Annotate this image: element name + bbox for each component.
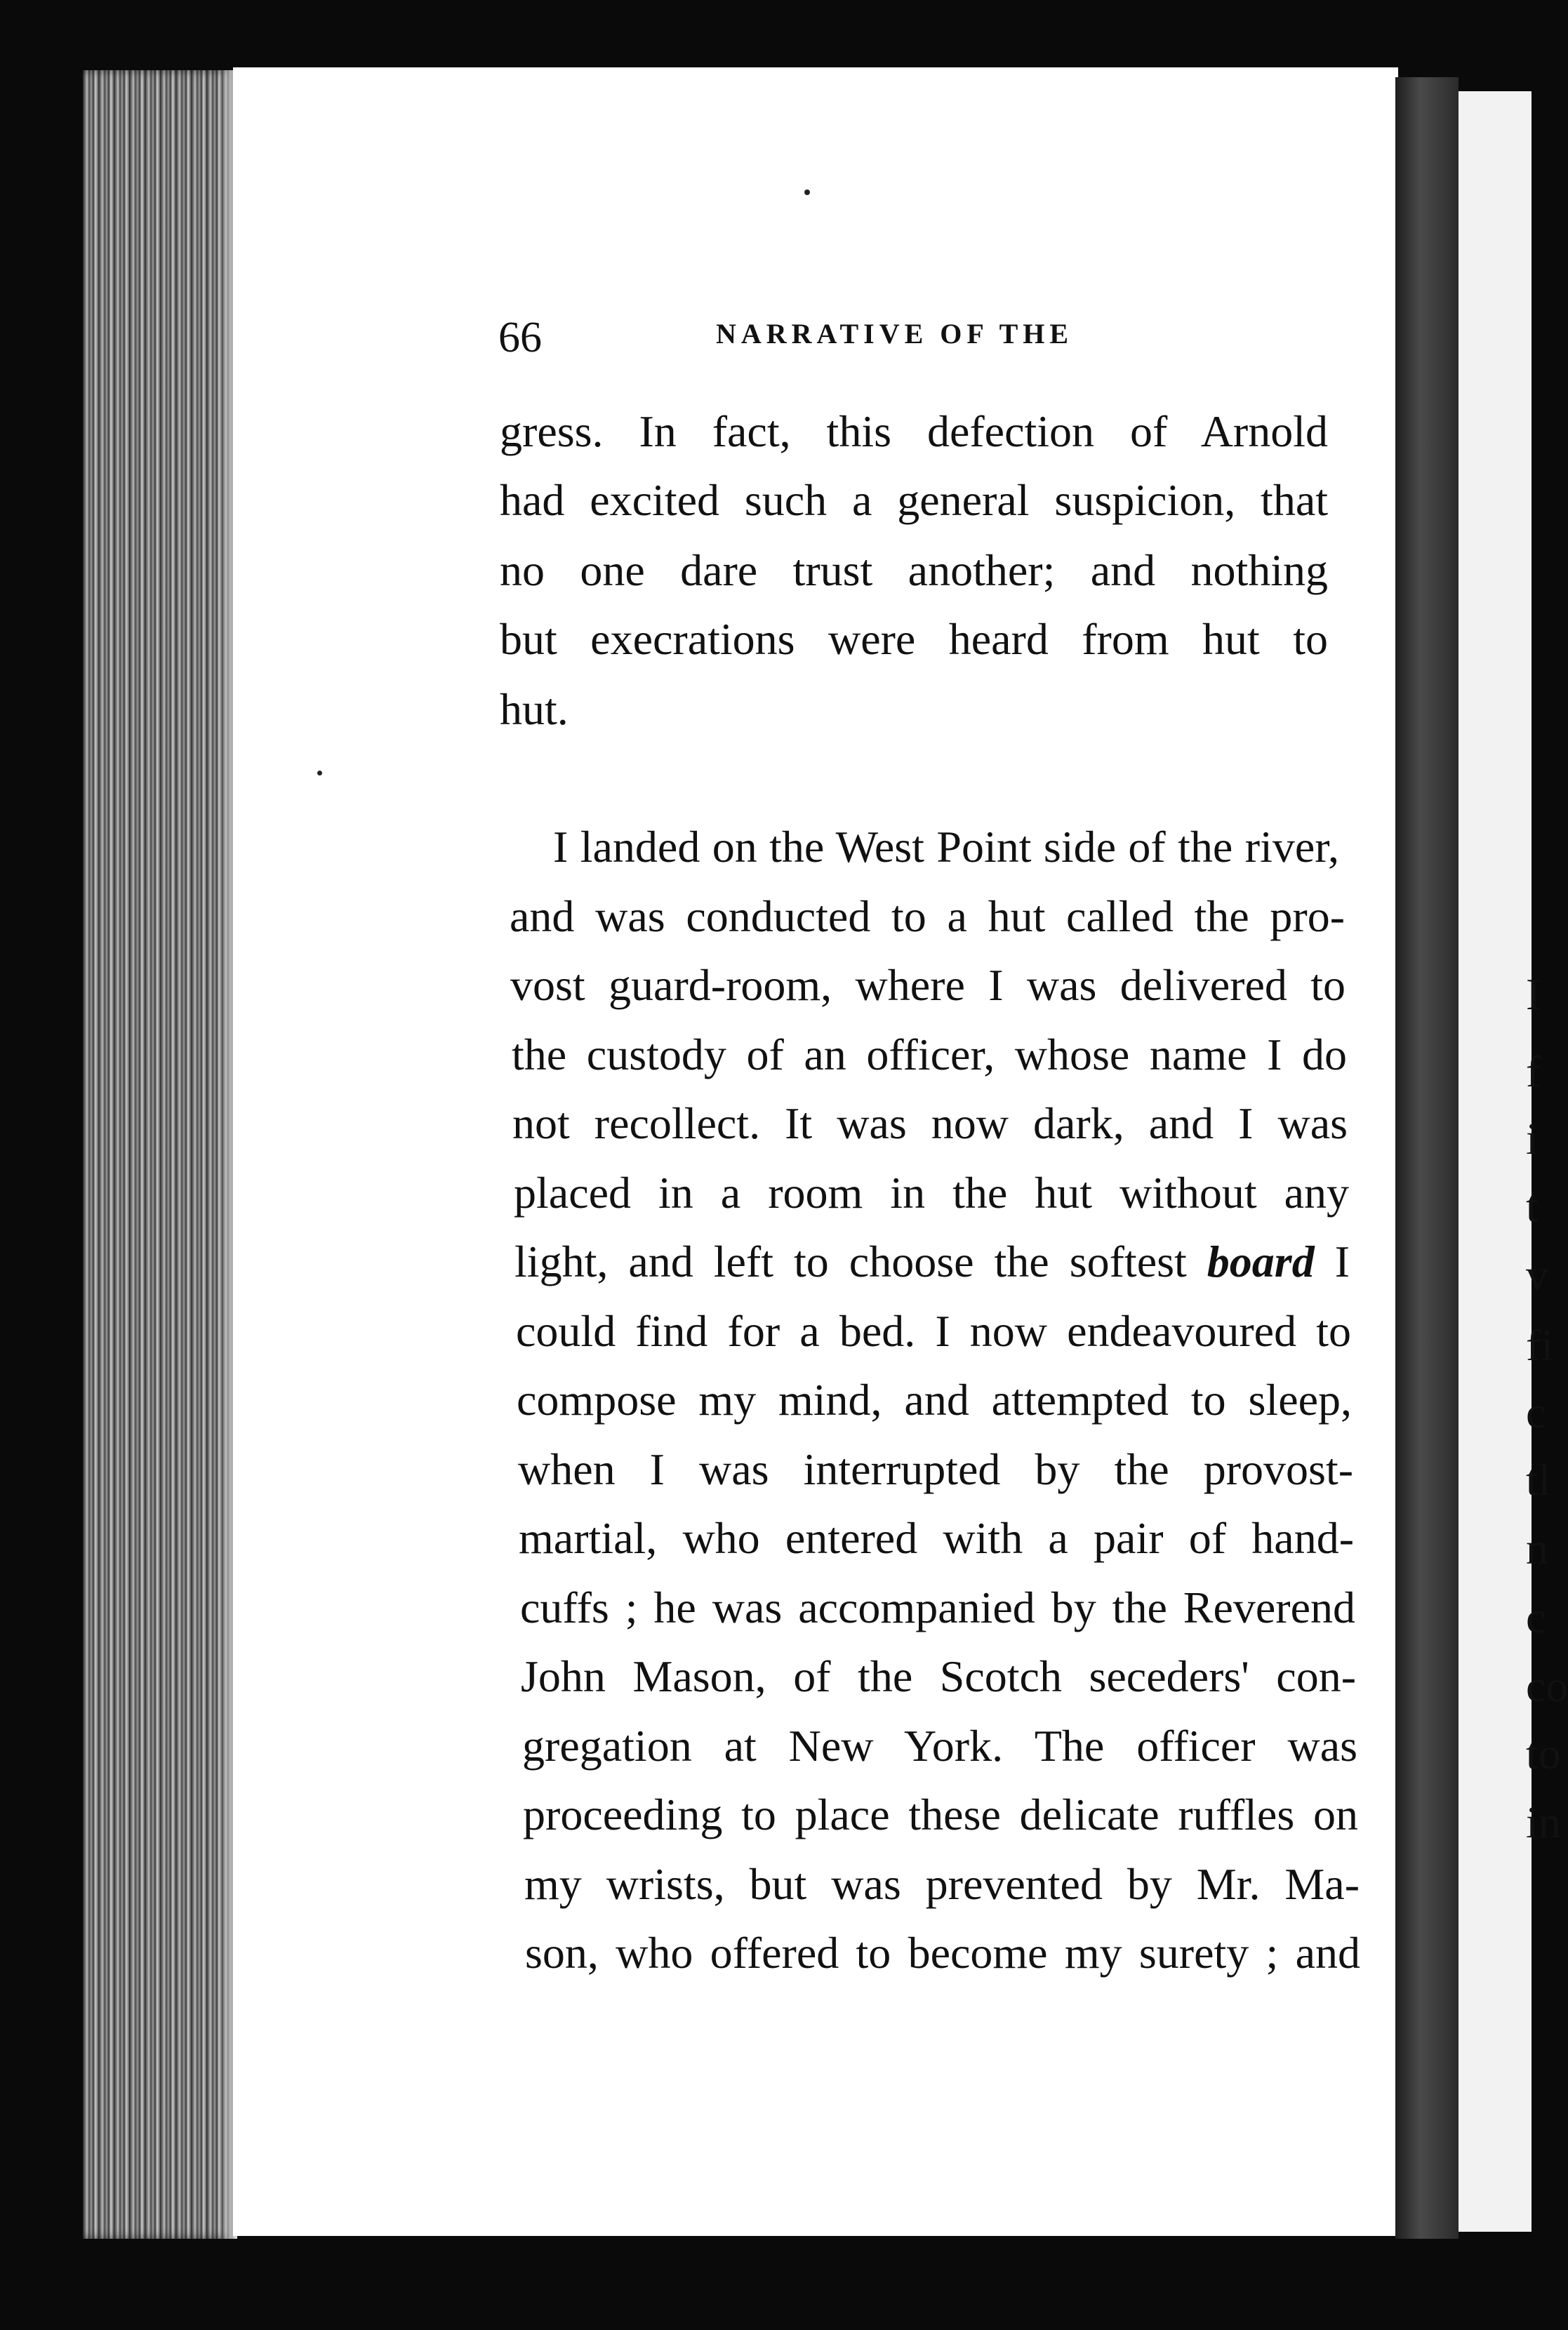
text-fragment: I	[1334, 1237, 1350, 1286]
facing-page-fragment: t	[1526, 1181, 1539, 1231]
text-line: but execrations were heard from hut to	[500, 614, 1328, 664]
text-line: placed in a room in the hut without any	[514, 1168, 1349, 1218]
text-line: hut.	[500, 684, 569, 734]
ink-speck	[804, 189, 810, 195]
text-line: gregation at New York. The officer was	[522, 1721, 1357, 1771]
facing-page	[1459, 91, 1568, 2232]
text-line: I landed on the West Point side of the river,	[553, 822, 1339, 872]
facing-page-fragment: tl	[1526, 1455, 1551, 1505]
page-number: 66	[498, 314, 542, 361]
text-line: compose my mind, and attempted to sleep,	[517, 1375, 1352, 1425]
facing-page-fragment: in	[1526, 1797, 1561, 1847]
facing-page-fragment: f	[1526, 1046, 1541, 1096]
facing-page-fragment: to	[1526, 1729, 1561, 1778]
facing-page-fragment: c	[1526, 1387, 1546, 1437]
text-line: cuffs ; he was accompanied by the Reverend	[520, 1583, 1355, 1632]
facing-page-fragment: c	[1526, 1592, 1546, 1642]
running-head: NARRATIVE OF THE	[716, 318, 1074, 350]
text-line: martial, who entered with a pair of hand-	[519, 1513, 1354, 1563]
facing-page-fragment: co	[1526, 1661, 1568, 1711]
facing-page-fragment: fi	[1526, 1320, 1554, 1370]
text-line: when I was interrupted by the provost-	[518, 1444, 1353, 1494]
text-line: had excited such a general suspicion, that	[500, 475, 1328, 525]
book-gutter-shadow	[1395, 77, 1459, 2239]
text-line: the custody of an officer, whose name I do	[512, 1030, 1347, 1079]
text-line	[514, 1236, 1350, 1288]
text-line: vost guard-room, where I was delivered to	[510, 960, 1346, 1010]
text-line: my wrists, but was prevented by Mr. Ma-	[524, 1859, 1360, 1909]
text-line: and was conducted to a hut called the pro-	[510, 891, 1345, 941]
text-line: could find for a bed. I now endeavoured to	[516, 1306, 1351, 1356]
text-line: gress. In fact, this defection of Arnold	[500, 406, 1328, 456]
text-line: son, who offered to become my surety ; and	[525, 1928, 1360, 1978]
facing-page-fragment: v	[1526, 1250, 1548, 1300]
page-edges	[83, 70, 237, 2239]
text-line: proceeding to place these delicate ruffles on	[523, 1790, 1358, 1839]
text-line: not recollect. It was now dark, and I was	[512, 1098, 1348, 1148]
text-line: John Mason, of the Scotch seceders' con-	[521, 1651, 1356, 1701]
text-line: no one dare trust another; and nothing	[500, 545, 1328, 595]
italic-word: board	[1207, 1237, 1315, 1286]
facing-page-fragment: i	[1526, 1114, 1539, 1164]
text-fragment: light, and left to choose the softest	[514, 1237, 1187, 1286]
facing-page-fragment: I	[1526, 969, 1541, 1019]
book-page	[233, 67, 1398, 2236]
ink-speck	[317, 771, 322, 775]
facing-page-fragment: n	[1526, 1524, 1548, 1573]
